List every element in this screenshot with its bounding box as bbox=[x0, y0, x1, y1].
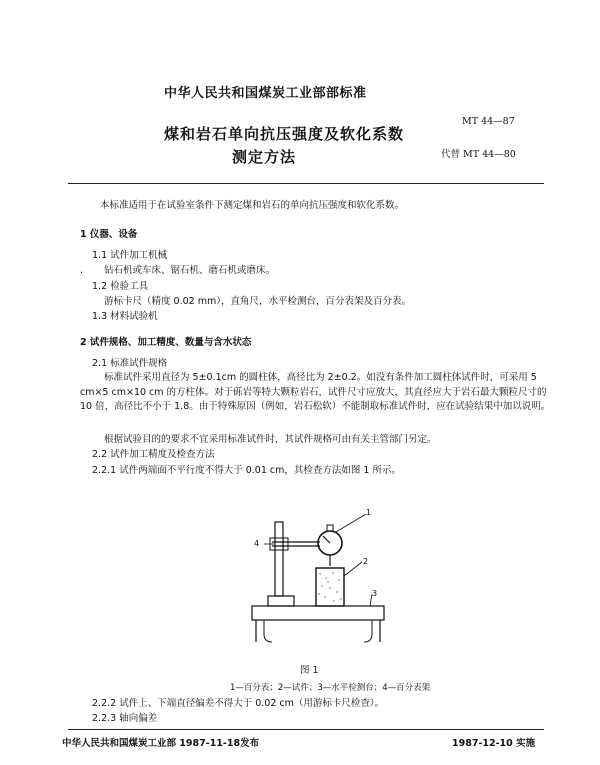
figure-label-2: 2 bbox=[363, 557, 369, 566]
section-1-2-text: 游标卡尺（精度 0.02 mm），直角尺，水平检测台，百分表架及百分表。 bbox=[104, 296, 411, 307]
figure-1-drawing bbox=[230, 500, 400, 645]
specimen bbox=[316, 568, 344, 606]
section-1-3-title: 1.3 材料试验机 bbox=[92, 311, 158, 322]
issued-line: 中华人民共和国煤炭工业部 1987-11-18发布 bbox=[62, 738, 260, 749]
section-2-2-2: 2.2.2 试件上、下端直径偏差不得大于 0.02 cm（用游标卡尺检查）。 bbox=[92, 698, 385, 709]
header-rule bbox=[68, 183, 544, 184]
figure-label-3: 3 bbox=[372, 589, 378, 598]
section-2-2-title: 2.2 试件加工精度及检查方法 bbox=[92, 449, 215, 460]
footer-rule bbox=[68, 729, 544, 730]
figure-label-4: 4 bbox=[254, 539, 260, 548]
section-1-2-title: 1.2 检验工具 bbox=[92, 281, 149, 292]
section-1-1-bullet: . bbox=[80, 265, 84, 276]
dial-gauge-stand bbox=[270, 522, 320, 596]
horizontal-test-platform bbox=[252, 606, 384, 642]
title-line-2: 测定方法 bbox=[232, 148, 297, 166]
section-2-1-title: 2.1 标准试件规格 bbox=[92, 358, 168, 369]
section-2-1-paragraph-2: 根据试验目的的要求不宜采用标准试件时，其试件规格可由有关主管部门另定。 bbox=[104, 434, 437, 445]
dial-gauge bbox=[318, 525, 342, 566]
standard-code: MT 44—87 bbox=[462, 116, 515, 127]
effective-line: 1987-12-10 实施 bbox=[452, 738, 536, 749]
section-1-1-text: 钻石机或车床、锯石机、磨石机或磨床。 bbox=[104, 265, 276, 276]
leader-line-1 bbox=[336, 514, 366, 532]
stand-pedestal bbox=[268, 596, 294, 606]
intro-text: 本标准适用于在试验室条件下测定煤和岩石的单向抗压强度和软化系数。 bbox=[100, 200, 405, 211]
replaces-code: 代替 MT 44—80 bbox=[441, 149, 516, 160]
section-2-2-1: 2.2.1 试件两端面不平行度不得大于 0.01 cm，其检查方法如图 1 所示。 bbox=[92, 465, 401, 476]
section-2-heading: 2 试件规格、加工精度、数量与含水状态 bbox=[80, 337, 252, 348]
section-1-1-title: 1.1 试件加工机械 bbox=[92, 250, 168, 261]
leader-line-2 bbox=[344, 562, 362, 576]
figure-label-1: 1 bbox=[366, 508, 372, 517]
section-2-1-paragraph: 标准试件采用直径为 5±0.1cm 的圆柱体，高径比为 2±0.2。如没有条件加工圆柱体试件时，可采用 5 cm×5 cm×10 cm 的方柱体。对于砾岩等特大颗粒岩石，试件尺寸应放大，其直径应大于岩石最大颗粒尺寸的 10 倍，高径比不小于 1.8。由于特殊原因（例如，岩石松软）不能制取标准试件时，应在试验结果中加以说明。 bbox=[80, 372, 551, 412]
issuing-org: 中华人民共和国煤炭工业部部标准 bbox=[164, 86, 367, 101]
figure-caption: 1—百分表；2—试件；3—水平检测台；4—百分表架 bbox=[230, 683, 431, 693]
section-1-heading: 1 仪器、设备 bbox=[80, 229, 138, 240]
figure-title: 图 1 bbox=[300, 665, 319, 676]
title-line-1: 煤和岩石单向抗压强度及软化系数 bbox=[164, 125, 405, 143]
section-2-2-3: 2.2.3 轴向偏差 bbox=[92, 713, 158, 724]
